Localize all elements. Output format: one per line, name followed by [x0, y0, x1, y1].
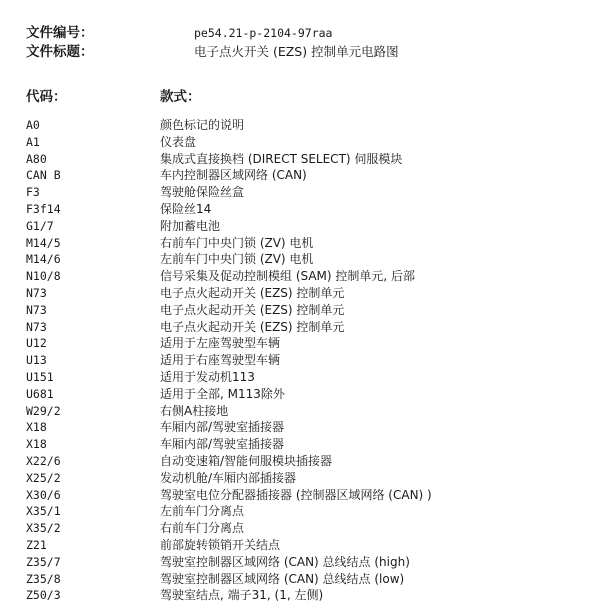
doc-title-label: 文件标题：	[26, 44, 94, 60]
component-code: F3	[26, 185, 40, 200]
description-column-header: 款式：	[160, 89, 201, 105]
component-description: 适用于左座驾驶型车辆	[160, 336, 281, 351]
component-description: 车厢内部/驾驶室插接器	[160, 437, 285, 452]
legend-row	[26, 537, 596, 554]
legend-row	[26, 251, 596, 268]
component-code: X22/6	[26, 453, 61, 468]
component-code: X25/2	[26, 470, 61, 485]
component-code: U681	[26, 386, 54, 401]
component-code: U151	[26, 369, 54, 384]
component-description: 左前车门分离点	[160, 504, 245, 519]
component-description: 车内控制器区域网络 (CAN)	[160, 168, 307, 183]
component-code: X35/2	[26, 521, 61, 536]
component-code: N10/8	[26, 269, 61, 284]
component-description: 适用于发动机113	[160, 369, 255, 384]
legend-row	[26, 554, 596, 571]
component-description: 电子点火起动开关 (EZS) 控制单元	[160, 302, 345, 317]
legend-row	[26, 352, 596, 369]
legend-row	[26, 571, 596, 588]
component-code: N73	[26, 285, 47, 300]
component-description: 附加蓄电池	[160, 218, 221, 233]
component-code: U12	[26, 336, 47, 351]
legend-row	[26, 587, 596, 604]
component-code: CAN B	[26, 168, 61, 183]
component-code: M14/5	[26, 235, 61, 250]
code-column-header: 代码：	[26, 89, 67, 105]
component-code: A0	[26, 118, 40, 132]
component-description: 驾驶室结点, 端子31, (1, 左侧)	[160, 588, 324, 603]
component-description: 左前车门中央门锁 (ZV) 电机	[160, 252, 314, 267]
component-code: N73	[26, 319, 47, 334]
component-code: Z35/7	[26, 554, 61, 569]
legend-row	[26, 386, 596, 403]
component-description: 右前车门中央门锁 (ZV) 电机	[160, 235, 314, 250]
component-code: F3f14	[26, 201, 61, 216]
legend-row	[26, 268, 596, 285]
legend-list	[26, 117, 596, 604]
legend-row	[26, 167, 596, 184]
component-code: N73	[26, 302, 47, 317]
component-description: 保险丝14	[160, 201, 212, 216]
component-code: X30/6	[26, 487, 61, 502]
component-description: 颜色标记的说明	[160, 118, 245, 132]
component-code: G1/7	[26, 218, 54, 233]
component-description: 适用于全部, M113除外	[160, 386, 285, 401]
component-description: 发动机舱/车厢内部插接器	[160, 470, 297, 485]
legend-row	[26, 453, 596, 470]
legend-row	[26, 403, 596, 420]
component-code: X18	[26, 437, 47, 452]
component-description: 自动变速箱/智能伺服模块插接器	[160, 453, 333, 468]
component-description: 仪表盘	[160, 134, 197, 149]
legend-row	[26, 520, 596, 537]
component-code: A1	[26, 134, 40, 149]
component-description: 右侧A柱接地	[160, 403, 229, 418]
doc-number-label: 文件编号：	[26, 25, 94, 41]
legend-row	[26, 470, 596, 487]
component-description: 集成式直接换档 (DIRECT SELECT) 伺服模块	[160, 151, 403, 166]
component-description: 电子点火起动开关 (EZS) 控制单元	[160, 285, 345, 300]
legend-row	[26, 285, 596, 302]
component-description: 前部旋转锁销开关结点	[160, 537, 281, 552]
doc-title-value: 电子点火开关 (EZS) 控制单元电路图	[194, 44, 399, 59]
legend-row	[26, 487, 596, 504]
component-code: Z50/3	[26, 588, 61, 603]
component-code: M14/6	[26, 252, 61, 267]
component-description: 驾驶室控制器区域网络 (CAN) 总线结点 (high)	[160, 554, 410, 569]
component-code: Z21	[26, 537, 47, 552]
component-description: 电子点火起动开关 (EZS) 控制单元	[160, 319, 345, 334]
component-code: Z35/8	[26, 571, 61, 586]
legend-row	[26, 319, 596, 336]
legend-row	[26, 335, 596, 352]
legend-row	[26, 503, 596, 520]
component-description: 适用于右座驾驶型车辆	[160, 353, 281, 368]
legend-row	[26, 134, 596, 151]
legend-row	[26, 117, 596, 134]
component-description: 驾驶室电位分配器插接器 (控制器区域网络 (CAN) )	[160, 487, 432, 502]
component-description: 驾驶室控制器区域网络 (CAN) 总线结点 (low)	[160, 571, 405, 586]
doc-number-value: pe54.21-p-2104-97raa	[194, 26, 333, 40]
component-code: A80	[26, 151, 47, 166]
component-code: X18	[26, 420, 47, 435]
legend-row	[26, 302, 596, 319]
component-code: U13	[26, 353, 47, 368]
component-description: 右前车门分离点	[160, 521, 245, 536]
component-code: X35/1	[26, 504, 61, 519]
legend-row	[26, 436, 596, 453]
component-code: W29/2	[26, 403, 61, 418]
legend-row	[26, 151, 596, 168]
legend-row	[26, 218, 596, 235]
legend-row	[26, 235, 596, 252]
legend-row	[26, 369, 596, 386]
legend-row	[26, 419, 596, 436]
legend-row	[26, 184, 596, 201]
component-description: 车厢内部/驾驶室插接器	[160, 420, 285, 435]
legend-row	[26, 201, 596, 218]
component-description: 信号采集及促动控制模组 (SAM) 控制单元, 后部	[160, 269, 416, 284]
component-description: 驾驶舱保险丝盒	[160, 185, 245, 200]
